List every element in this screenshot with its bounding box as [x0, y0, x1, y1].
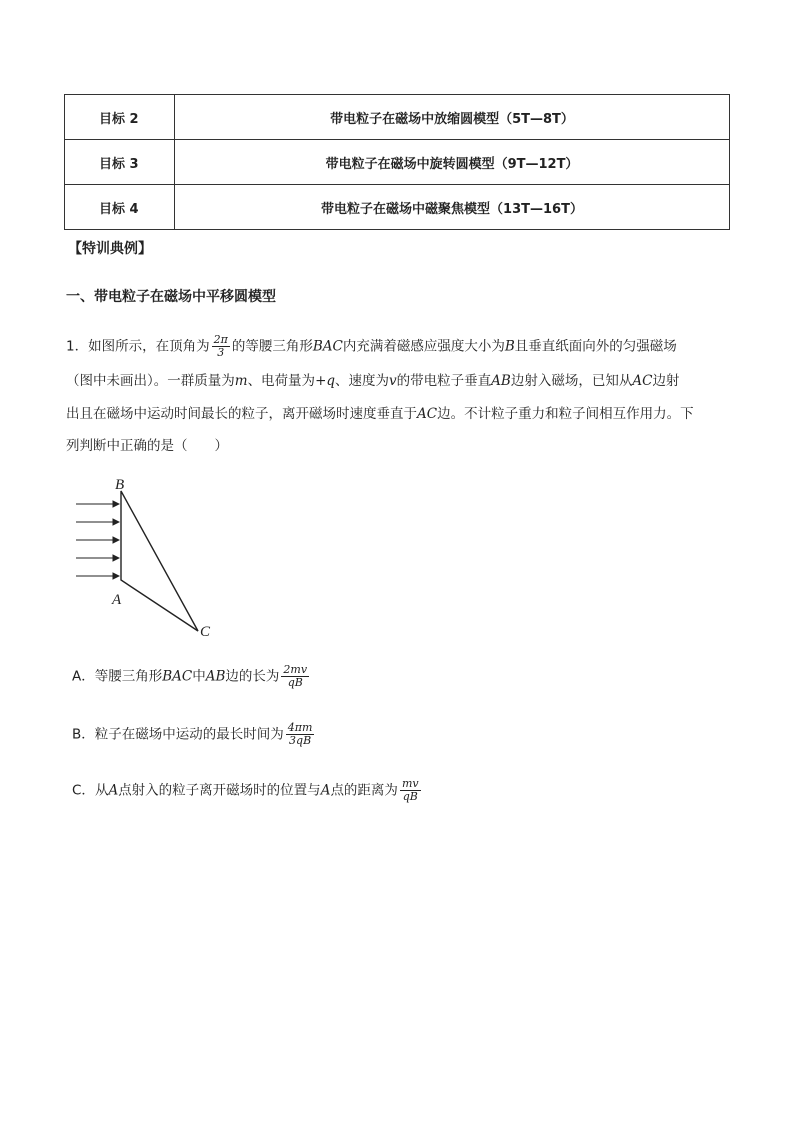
goal-label: 目标 2 — [65, 95, 175, 140]
fraction-numerator: 2mv — [283, 663, 308, 676]
math-symbol: A — [320, 782, 331, 799]
fraction-numerator: mv — [401, 777, 419, 790]
fraction-denominator: 3 — [217, 346, 225, 359]
math-symbol: m — [234, 373, 248, 389]
math-symbol: AB — [491, 373, 511, 389]
math-symbol: +q — [315, 373, 336, 389]
option-c[interactable] — [72, 778, 423, 803]
goal-label: 目标 4 — [65, 185, 175, 230]
angle-fraction — [212, 334, 230, 359]
option-text: 中 — [192, 668, 206, 685]
fraction-denominator: qB — [402, 790, 418, 803]
question-line-2 — [66, 371, 726, 391]
goal-description: 带电粒子在磁场中旋转圆模型（9T—12T） — [175, 140, 730, 185]
option-text: 点的距离为 — [330, 782, 398, 799]
option-b[interactable] — [72, 722, 316, 747]
question-text: 如图所示，在顶角为 — [88, 338, 210, 355]
question-line-4: 列判断中正确的是（ ） — [66, 438, 228, 454]
math-symbol: AC — [632, 373, 653, 389]
goal-description: 带电粒子在磁场中磁聚焦模型（13T—16T） — [175, 185, 730, 230]
math-symbol: AB — [205, 668, 226, 685]
math-symbol: v — [389, 373, 397, 389]
option-fraction — [281, 664, 309, 689]
math-symbol: AC — [417, 406, 438, 422]
goal-description: 带电粒子在磁场中放缩圆模型（5T—8T） — [175, 95, 730, 140]
question-text: 边射入磁场，已知从 — [510, 373, 633, 389]
option-fraction — [286, 722, 315, 747]
goal-label: 目标 3 — [65, 140, 175, 185]
question-text: （图中未画出）。一群质量为 — [66, 373, 235, 389]
fraction-denominator: 3qB — [289, 734, 312, 747]
triangle-figure — [70, 474, 230, 646]
triangle-bac — [121, 491, 198, 631]
label-b: B — [115, 477, 125, 493]
fraction-numerator: 4πm — [287, 721, 313, 734]
fraction-denominator: qB — [287, 676, 303, 689]
examples-heading: 【特训典例】 — [68, 241, 152, 257]
question-number: 1． — [66, 338, 89, 355]
question-text: 、电荷量为 — [247, 373, 316, 389]
question-text: 出且在磁场中运动时间最长的粒子，离开磁场时速度垂直于 — [66, 406, 417, 422]
fraction-numerator: 2π — [213, 333, 228, 346]
option-fraction — [400, 778, 421, 803]
question-text: 且垂直纸面向外的匀强磁场 — [514, 338, 677, 355]
math-symbol: BAC — [162, 668, 193, 685]
question-text: 内充满着磁感应强度大小为 — [342, 338, 505, 355]
section-title: 一、带电粒子在磁场中平移圆模型 — [66, 289, 276, 305]
question-text: 的等腰三角形 — [231, 338, 313, 355]
math-symbol: A — [108, 782, 119, 799]
option-letter: B． — [72, 726, 95, 743]
math-symbol: B — [504, 338, 515, 355]
option-text: 等腰三角形 — [94, 668, 163, 685]
table-row — [65, 140, 730, 185]
goals-table — [64, 94, 730, 230]
question-line-3 — [66, 404, 726, 424]
question-line-1 — [66, 334, 726, 359]
table-row — [65, 95, 730, 140]
question-text: 、速度为 — [335, 373, 390, 389]
option-letter: A． — [72, 668, 95, 685]
option-letter: C． — [72, 782, 95, 799]
label-a: A — [112, 592, 122, 608]
label-c: C — [200, 624, 211, 640]
question-text: 的带电粒子垂直 — [396, 373, 492, 389]
table-row — [65, 185, 730, 230]
option-text: 边的长为 — [225, 668, 280, 685]
option-text: 从 — [94, 782, 109, 799]
question-text: 边射 — [652, 373, 680, 389]
option-a[interactable] — [72, 664, 311, 689]
option-text: 点射入的粒子离开磁场时的位置与 — [118, 782, 321, 799]
option-text: 粒子在磁场中运动的最长时间为 — [94, 726, 284, 743]
math-symbol: BAC — [312, 338, 343, 355]
question-text: 边。不计粒子重力和粒子间相互作用力。下 — [437, 406, 694, 422]
